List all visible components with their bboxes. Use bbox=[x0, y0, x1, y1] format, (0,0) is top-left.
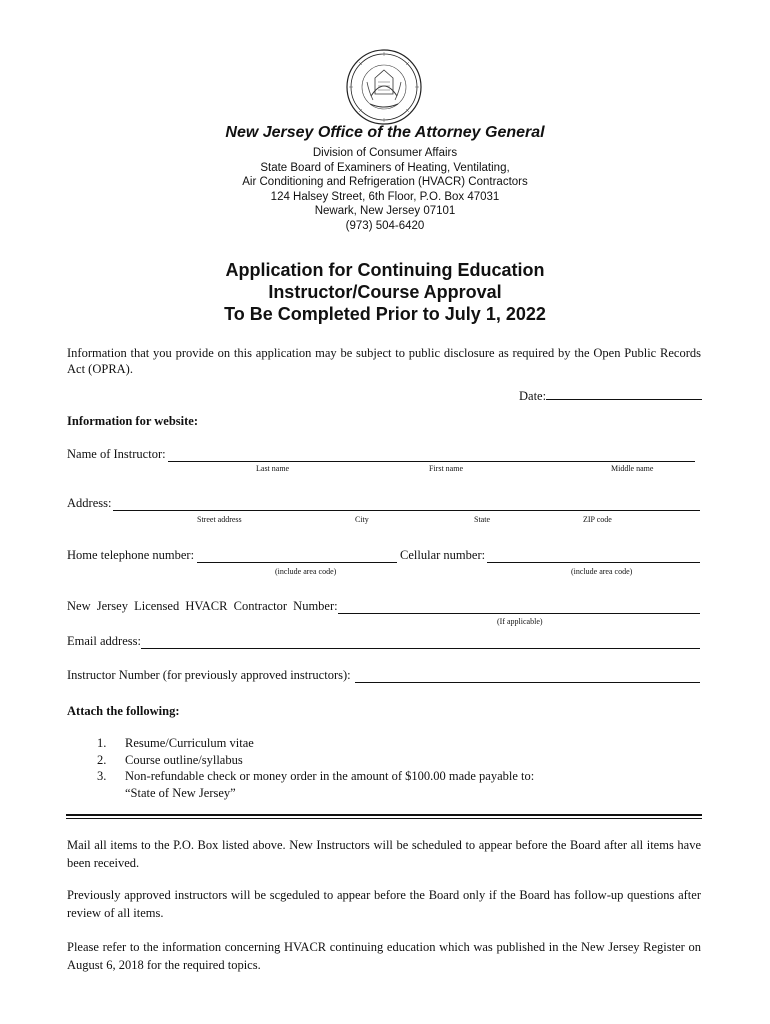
list-item bbox=[67, 752, 534, 769]
mail-instructions: Mail all items to the P.O. Box listed above. New Instructors will be scheduled to appear before the Board after all items have been received. bbox=[67, 838, 701, 870]
license-row bbox=[67, 599, 700, 614]
attach-heading: Attach the following: bbox=[67, 704, 180, 718]
license-label: New Jersey Licensed HVACR Contractor Number: bbox=[67, 599, 338, 613]
license-sublabel: (If applicable) bbox=[497, 617, 543, 626]
phone-row bbox=[67, 548, 700, 563]
opra-notice: Information that you provide on this application may be subject to public disclosure as required by the Open Public Records Act (OPRA). bbox=[67, 346, 701, 376]
zip-sublabel: ZIP code bbox=[583, 515, 612, 524]
list-text: Non-refundable check or money order in the amount of $100.00 made payable to: bbox=[125, 769, 535, 783]
list-number: 1. bbox=[97, 736, 107, 750]
topics-reference: Please refer to the information concerning HVACR continuing education which was published in the New Jersey Register on August 6, 2018 for the required topics. bbox=[67, 940, 701, 972]
last-name-sublabel: Last name bbox=[256, 464, 290, 473]
address-line: Division of Consumer Affairs bbox=[312, 147, 458, 159]
address-line: State Board of Examiners of Heating, Ventilating, bbox=[260, 161, 510, 174]
state-sublabel: State bbox=[474, 515, 490, 524]
list-text: Course outline/syllabus bbox=[125, 752, 243, 767]
website-heading: Information for website: bbox=[67, 414, 198, 428]
address-row bbox=[67, 496, 700, 511]
city-sublabel: City bbox=[355, 515, 369, 524]
home-phone-field[interactable] bbox=[197, 551, 397, 563]
title-line: Instructor/Course Approval bbox=[268, 282, 502, 302]
cell-phone-sublabel: (include area code) bbox=[571, 567, 633, 576]
agency-name: New Jersey Office of the Attorney General bbox=[225, 124, 545, 141]
title-line: To Be Completed Prior to July 1, 2022 bbox=[224, 304, 546, 324]
instructor-number-row bbox=[67, 668, 700, 683]
follow-up-note: Previously approved instructors will be scgeduled to appear before the Board only if the Board has follow-up questions after review of all items. bbox=[67, 888, 701, 920]
street-sublabel: Street address bbox=[197, 515, 242, 524]
instructor-number-field[interactable] bbox=[355, 671, 700, 683]
list-item bbox=[67, 785, 534, 802]
date-row bbox=[519, 388, 702, 404]
date-label: Date: bbox=[519, 389, 547, 403]
first-name-sublabel: First name bbox=[429, 464, 463, 473]
instructor-name-row bbox=[67, 447, 700, 462]
agency-address bbox=[0, 146, 770, 233]
address-line: Air Conditioning and Refrigeration (HVACR) Contractors bbox=[242, 176, 528, 188]
list-item bbox=[67, 768, 534, 785]
form-title bbox=[0, 259, 770, 325]
cell-phone-label: Cellular number: bbox=[400, 548, 486, 562]
email-label: Email address: bbox=[67, 634, 141, 648]
list-item bbox=[67, 735, 534, 752]
list-number: 3. bbox=[97, 769, 107, 783]
instructor-name-label: Name of Instructor: bbox=[67, 447, 166, 461]
instructor-name-field[interactable] bbox=[168, 450, 695, 462]
address-line: Newark, New Jersey 07101 bbox=[314, 205, 456, 217]
middle-name-sublabel: Middle name bbox=[611, 464, 654, 473]
address-line: (973) 504-6420 bbox=[345, 219, 425, 232]
instructor-number-label: Instructor Number (for previously approved instructors): bbox=[67, 668, 351, 682]
email-field[interactable] bbox=[141, 637, 700, 649]
email-row bbox=[67, 634, 700, 649]
attach-list bbox=[67, 735, 534, 801]
date-field[interactable] bbox=[546, 388, 702, 400]
list-text: Resume/Curriculum vitae bbox=[125, 736, 254, 750]
cell-phone-field[interactable] bbox=[487, 551, 700, 563]
license-field[interactable] bbox=[338, 602, 700, 614]
home-phone-sublabel: (include area code) bbox=[275, 567, 337, 576]
home-phone-label: Home telephone number: bbox=[67, 548, 195, 562]
list-number: 2. bbox=[97, 752, 107, 767]
divider bbox=[66, 814, 702, 816]
address-line: 124 Halsey Street, 6th Floor, P.O. Box 47031 bbox=[270, 190, 500, 203]
title-line: Application for Continuing Education bbox=[225, 260, 545, 280]
state-seal-icon bbox=[345, 48, 423, 126]
address-field[interactable] bbox=[113, 499, 700, 511]
payee-text: “State of New Jersey” bbox=[125, 785, 236, 800]
address-label: Address: bbox=[67, 496, 112, 510]
divider bbox=[66, 818, 702, 819]
